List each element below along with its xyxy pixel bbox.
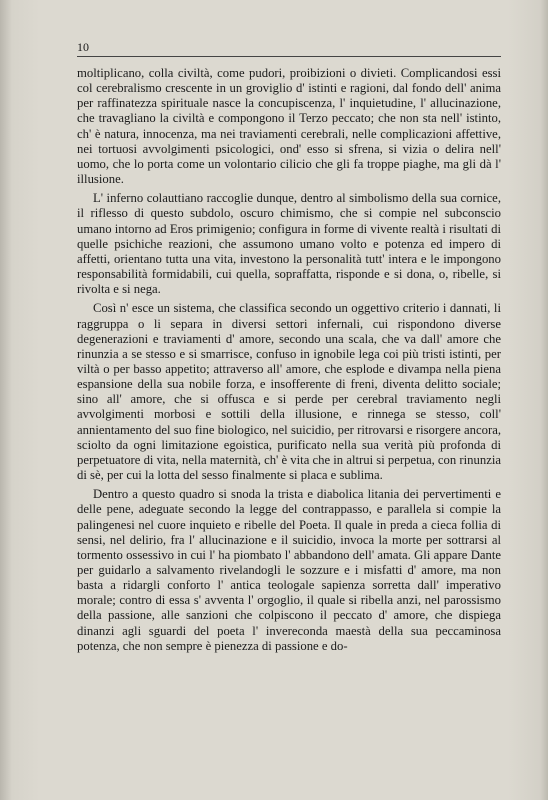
paragraph: Così n' esce un sistema, che classifica secondo un oggettivo criterio i dannati, li raggruppa o li separa in diversi settori infernali, cui rispondono diverse degenerazioni e traviamenti d' amore, secondo una scala, che va dall' amore che rinunzia a se stesso e si smarrisce, confuso in ignobile lega coi più tristi istinti, per viltà o per basso appetito; attraverso all' amore, che esplode e divampa nella piena espansione della sua nobile forza, e insofferente di freni, diventa delitto sociale; sino all' amore, che si offusca e si perde per cerebral traviamento negli avvolgimenti morbosi e sottili della illusione, e rinnega se stesso, coll' annientamento del suo fine biologico, nel suicidio, per ritrovarsi e risorgere ancora, sciolto da ogni limitazione egoistica, purificato nella sua verità più profonda di perpetuatore di vita, nella maternità, ch' è vita che in altrui si perpetua, con rinunzia di sè, per cui la lotta del sesso finalmente si placa e sublima. — [77, 301, 501, 483]
paragraph: L' inferno colauttiano raccoglie dunque, dentro al simbolismo della sua cornice, il riflesso di questo subdolo, oscuro chimismo, che si compie nel subconscio umano intorno ad Eros primigenio; configura in forme di vivente realtà i risultati di quelle psichiche reazioni, che assumono umano volto e potenza ed impero di affetti, orientano tutta una vita, investono la personalità tutt' intera e le impongono responsabilità formidabili, cui quella, sopraffatta, risponde e si dona, o, ribelle, si rivolta e si nega. — [77, 191, 501, 297]
running-header — [77, 42, 501, 57]
body-text — [77, 66, 501, 654]
paragraph: Dentro a questo quadro si snoda la trista e diabolica litania dei pervertimenti e delle pene, adeguate secondo la legge del contrappasso, e parallela si compie la palingenesi nel cuore inquieto e ribelle del Poeta. Il quale in preda a cieca follia di sensi, nel delirio, fra l' allucinazione e il suicidio, invoca la morte per sottrarsi al tormento ossessivo in cui l' ha piombato l' abbandono dell' amata. Gli appare Dante per guidarlo a salvamento rivelandogli le sozzure e i misfatti d' amore, ma non basta a ridargli conforto l' antica teologale sapienza sorretta dall' imperativo morale; contro di essa s' avventa l' orgoglio, il quale si ribella anzi, nel parossismo della passione, alle sanzioni che colpiscono il peccato d' amore, che dispiega dinanzi agli sguardi del poeta l' invereconda maestà della sua peccaminosa potenza, che non sempre è pienezza di passione e do- — [77, 487, 501, 653]
paragraph: moltiplicano, colla civiltà, come pudori, proibizioni o divieti. Complicandosi essi col cerebralismo crescente in un groviglio d' istinti e ragioni, dal fondo dell' anima per raffinatezza spirituale nasce la concupiscenza, l' inquietudine, l' allucinazione, che travagliano la civiltà e compongono il Terzo peccato; che non sta nell' istinto, ch' è natura, innocenza, ma nei traviamenti cerebrali, nelle complicazioni affettive, nei tortuosi avvolgimenti psicologici, ond' esso si sfrena, si vizia o delira nell' uomo, che lo porta come un volontario cilicio che gli fa troppe piaghe, ma gli dà l' illusione. — [77, 66, 501, 187]
page-number: 10 — [77, 40, 89, 54]
